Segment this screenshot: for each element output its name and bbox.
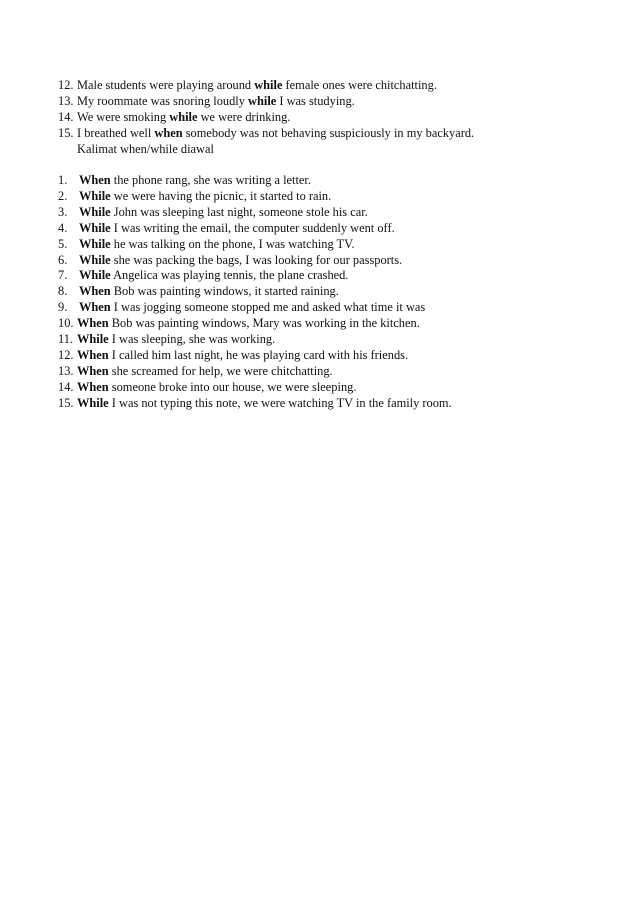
list-item: 5. While he was talking on the phone, I was watching TV. bbox=[58, 236, 355, 251]
sentence-list-part2 bbox=[58, 173, 452, 412]
list-item: 11. While I was sleeping, she was working. bbox=[58, 332, 276, 347]
list-item: 10. When Bob was painting windows, Mary was working in the kitchen. bbox=[58, 316, 420, 331]
list-item: 14. We were smoking while we were drinking. bbox=[58, 109, 291, 124]
list-item: 12. Male students were playing around while female ones were chitchatting. bbox=[58, 78, 437, 92]
list-item: 8. When Bob was painting windows, it started raining. bbox=[58, 284, 339, 299]
list-item: 9. When I was jogging someone stopped me and asked what time it was bbox=[58, 300, 426, 315]
list-item: 3. While John was sleeping last night, someone stole his car. bbox=[58, 204, 368, 219]
list-item: 12. When I called him last night, he was playing card with his friends. bbox=[58, 347, 409, 362]
section-caption: Kalimat when/while diawal bbox=[77, 142, 214, 156]
list-item: 13. When she screamed for help, we were chitchatting. bbox=[58, 363, 333, 378]
list-item: 6. While she was packing the bags, I was looking for our passports. bbox=[58, 252, 403, 267]
list-item: 15. While I was not typing this note, we were watching TV in the family room. bbox=[58, 395, 452, 410]
list-item: 7. While Angelica was playing tennis, the plane crashed. bbox=[58, 268, 349, 283]
list-item: 4. While I was writing the email, the computer suddenly went off. bbox=[58, 220, 395, 235]
list-item: 14. When someone broke into our house, we were sleeping. bbox=[58, 379, 357, 394]
list-item: 13. My roommate was snoring loudly while I was studying. bbox=[58, 93, 355, 108]
sentence-list-part1 bbox=[58, 78, 474, 142]
list-item: 1. When the phone rang, she was writing a letter. bbox=[58, 173, 311, 187]
list-item: 15. I breathed well when somebody was not behaving suspiciously in my backyard. bbox=[58, 125, 475, 140]
list-item: 2. While we were having the picnic, it started to rain. bbox=[58, 188, 332, 203]
